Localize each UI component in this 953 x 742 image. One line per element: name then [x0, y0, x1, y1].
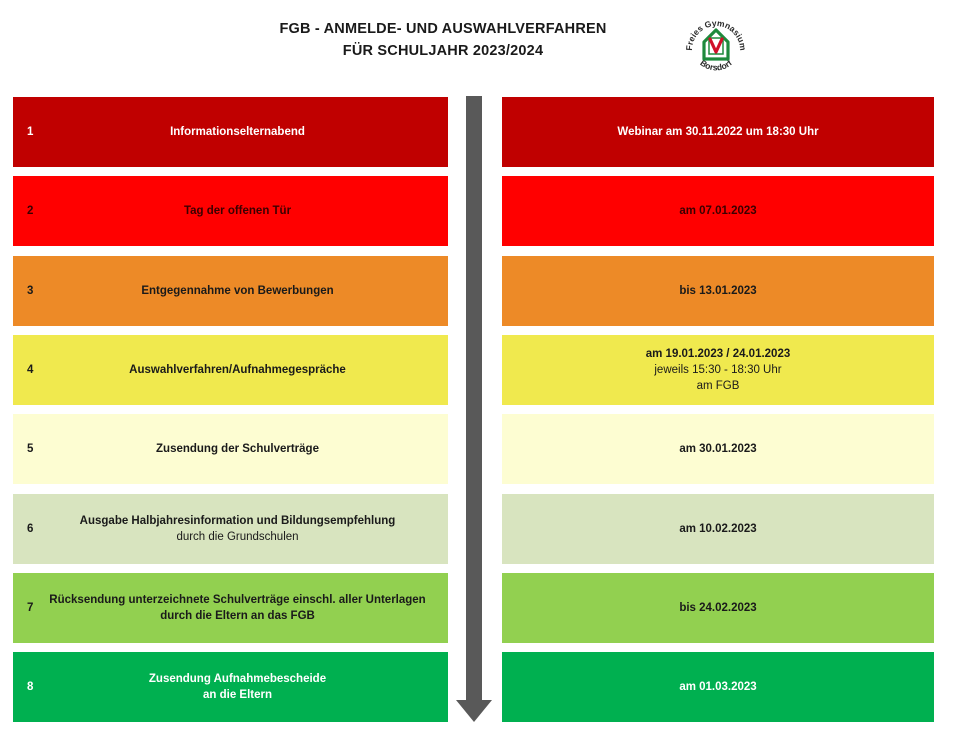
logo-bottom-text: Borsdorf	[698, 57, 734, 73]
step-label-line: Zusendung der Schulverträge	[156, 443, 319, 455]
step-label-line: Ausgabe Halbjahresinformation und Bildungsempfehlung	[79, 515, 396, 527]
step-1-label-box	[13, 97, 448, 167]
step-label-line: durch die Eltern an das FGB	[160, 610, 315, 622]
step-5-date-box	[502, 414, 934, 484]
step-date-line: am FGB	[696, 380, 740, 392]
step-label-line: an die Eltern	[202, 689, 273, 701]
step-8-label-box	[13, 652, 448, 722]
step-1-date-box	[502, 97, 934, 167]
step-3-label-box	[13, 256, 448, 326]
step-5-label-box	[13, 414, 448, 484]
step-date-line: bis 13.01.2023	[679, 285, 757, 297]
step-number: 4	[27, 364, 34, 376]
step-label-line: Tag der offenen Tür	[183, 205, 292, 217]
step-2-label-box	[13, 176, 448, 246]
step-date-line: am 30.01.2023	[679, 443, 757, 455]
step-4-date-box	[502, 335, 934, 405]
step-date-line: am 01.03.2023	[679, 681, 757, 693]
step-6-label-box	[13, 494, 448, 564]
step-date-line: bis 24.02.2023	[679, 602, 757, 614]
step-label-line: Informationselternabend	[170, 126, 305, 138]
step-3-date-box	[502, 256, 934, 326]
step-2-date-box	[502, 176, 934, 246]
step-number: 2	[27, 205, 34, 217]
step-number: 1	[27, 126, 34, 138]
logo-top-text: Freies Gymnasium	[683, 17, 749, 51]
timeline-arrow-icon	[456, 96, 492, 724]
logo-house-icon	[704, 30, 728, 59]
step-label-line: durch die Grundschulen	[176, 531, 299, 543]
step-date-line: am 10.02.2023	[679, 523, 757, 535]
title-line-2: FÜR SCHULJAHR 2023/2024	[342, 43, 544, 59]
step-4-label-box	[13, 335, 448, 405]
step-label-line: Entgegennahme von Bewerbungen	[141, 285, 334, 297]
step-7-date-box	[502, 573, 934, 643]
step-date-line: Webinar am 30.11.2022 um 18:30 Uhr	[617, 126, 819, 138]
title-line-1: FGB - ANMELDE- UND AUSWAHLVERFAHREN	[279, 21, 607, 37]
step-date-line: am 07.01.2023	[679, 205, 757, 217]
step-date-line: jeweils 15:30 - 18:30 Uhr	[654, 364, 782, 376]
page-title	[230, 18, 656, 62]
step-label-line: Rücksendung unterzeichnete Schulverträge einschl. aller Unterlagen	[49, 594, 426, 606]
step-8-date-box	[502, 652, 934, 722]
step-number: 5	[27, 443, 34, 455]
step-date-line: am 19.01.2023 / 24.01.2023	[645, 348, 791, 360]
school-logo	[680, 10, 752, 82]
step-6-date-box	[502, 494, 934, 564]
step-number: 6	[27, 523, 34, 535]
step-label-line: Zusendung Aufnahmebescheide	[148, 673, 327, 685]
step-number: 3	[27, 285, 34, 297]
step-7-label-box	[13, 573, 448, 643]
step-number: 7	[27, 602, 34, 614]
step-label-line: Auswahlverfahren/Aufnahmegespräche	[129, 364, 346, 376]
step-number: 8	[27, 681, 34, 693]
